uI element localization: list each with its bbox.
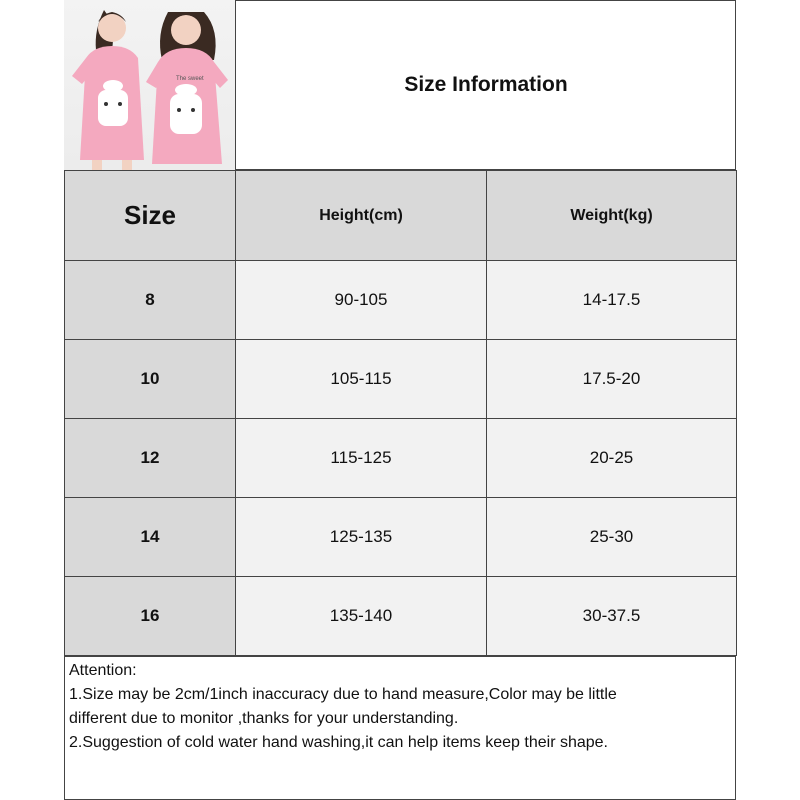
table-row: [65, 419, 737, 498]
weight-cell: 14-17.5: [487, 261, 737, 340]
product-photo-illustration: [64, 0, 236, 170]
table-row: [65, 577, 737, 656]
height-cell: 125-135: [236, 498, 487, 577]
weight-cell: 25-30: [487, 498, 737, 577]
notes-line-1: 1.Size may be 2cm/1inch inaccuracy due to hand measure,Color may be little: [69, 686, 617, 703]
size-cell: 8: [65, 261, 236, 340]
height-cell: 115-125: [236, 419, 487, 498]
header-height: Height(cm): [236, 171, 487, 261]
size-cell: 16: [65, 577, 236, 656]
weight-cell: 17.5-20: [487, 340, 737, 419]
weight-cell: 30-37.5: [487, 577, 737, 656]
size-table: [64, 170, 737, 656]
girl-right: [146, 12, 228, 164]
header-weight: Weight(kg): [487, 171, 737, 261]
product-photo: [64, 0, 236, 170]
table-row: [65, 498, 737, 577]
table-row: [65, 340, 737, 419]
height-cell: 105-115: [236, 340, 487, 419]
page-title: Size Information: [404, 73, 568, 96]
notes-heading: Attention:: [69, 662, 137, 679]
table-header-row: [65, 171, 737, 261]
header-size: Size: [65, 171, 236, 261]
shirt-text: The sweet: [176, 76, 204, 82]
table-row: [65, 261, 737, 340]
notes-line-2: different due to monitor ,thanks for your understanding.: [69, 710, 459, 727]
size-cell: 12: [65, 419, 236, 498]
girl-left: [72, 10, 144, 170]
size-cell: 14: [65, 498, 236, 577]
height-cell: 135-140: [236, 577, 487, 656]
notes-line-3: 2.Suggestion of cold water hand washing,it can help items keep their shape.: [69, 734, 608, 751]
weight-cell: 20-25: [487, 419, 737, 498]
size-cell: 10: [65, 340, 236, 419]
attention-notes: [64, 656, 736, 800]
height-cell: 90-105: [236, 261, 487, 340]
